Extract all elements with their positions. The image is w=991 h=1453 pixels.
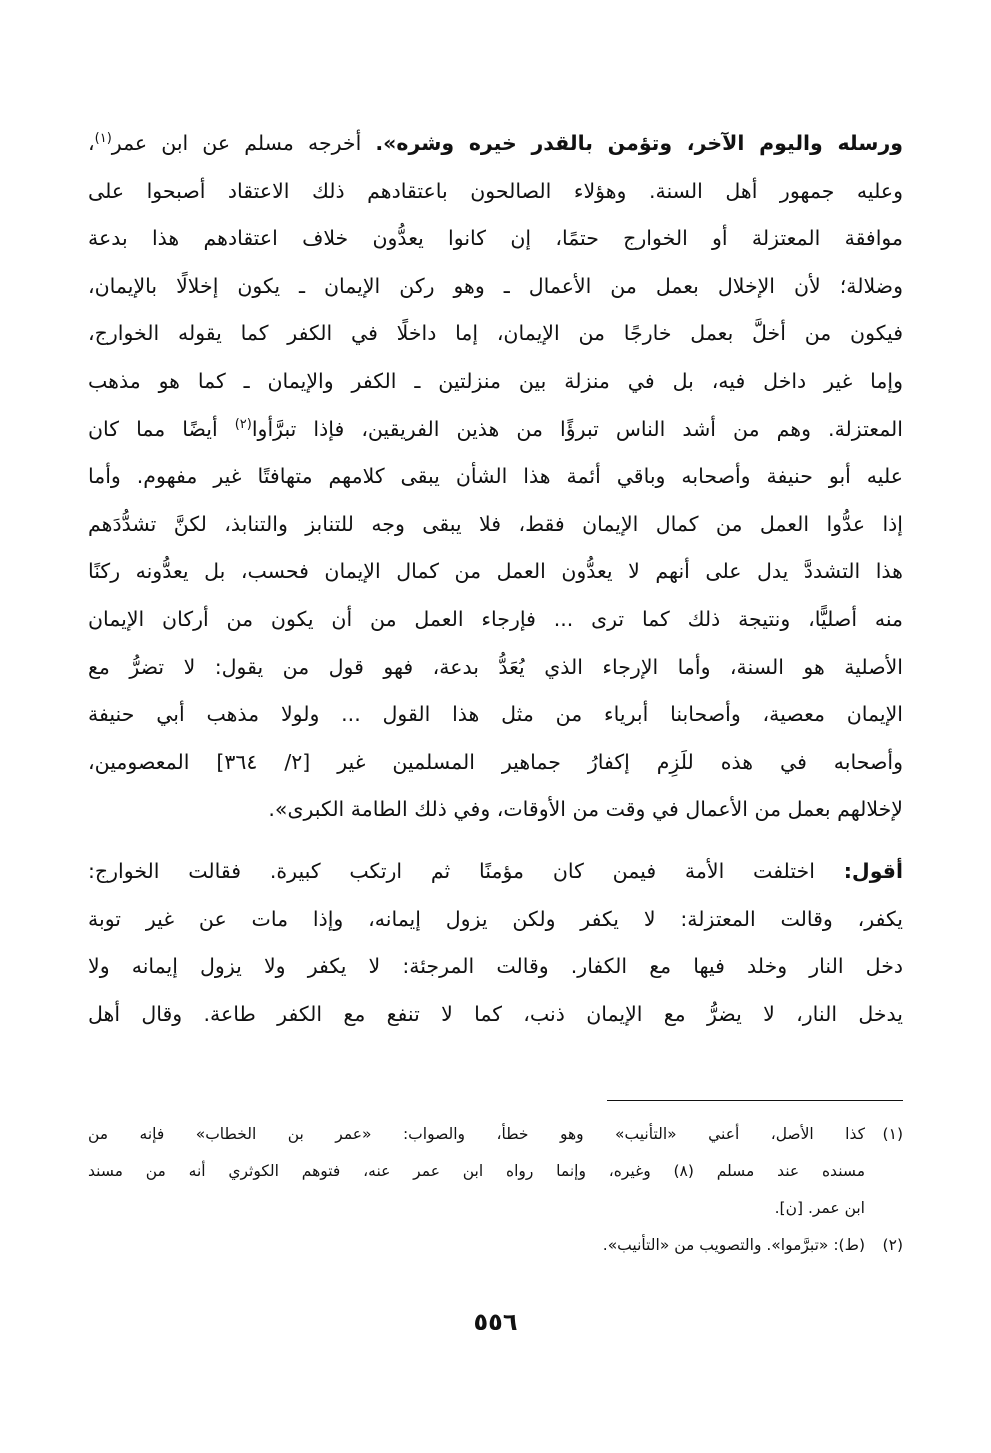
- text-line-12: الأصلية هو السنة، وأما الإرجاء الذي يُعَدُّ بدعة، فهو قول من يقول: لا تضرُّ مع: [88, 654, 903, 679]
- footnote-2-text: (ط): «تبرَّموا». والتصويب من «التأنيب».: [602, 1236, 865, 1254]
- text-segment: أخرجه مسلم عن ابن عمر: [111, 131, 376, 155]
- footnote-marker-2[interactable]: (٢): [234, 416, 252, 432]
- text-line-2: وعليه جمهور أهل السنة. وهؤلاء الصالحون باعتقادهم ذلك الاعتقاد أصبحوا على: [88, 178, 903, 203]
- text-line-1: [88, 120, 903, 168]
- text-line-9: إذا عدُّوا العمل من كمال الإيمان فقط، فلا يبقى وجه للتنابز والتنابذ، لكنَّ تشدُّدَهم: [88, 511, 903, 536]
- footnote-1-line-2: مسنده عند مسلم (٨) وغيره، وإنما رواه ابن عمر عنه، فتوهم الكوثري أنه من مسند: [88, 1162, 866, 1180]
- text-line-11: منه أصليًّا، ونتيجة ذلك كما ترى ... فإرجاء العمل من أن يكون من أركان الإيمان: [88, 606, 903, 631]
- text-line-10: هذا التشددَّ يدل على أنهم لا يعدُّون العمل من كمال الإيمان فحسب، بل يعدُّونه ركنًا: [88, 559, 903, 584]
- aqul-heading: أقول:: [843, 858, 903, 883]
- text-line-17: يكفر، وقالت المعتزلة: لا يكفر ولكن يزول إيمانه، وإذا مات عن غير توبة: [88, 906, 903, 931]
- page-number: ٥٥٦: [473, 1308, 518, 1336]
- text-line-16: [88, 848, 903, 896]
- text-line-7: [88, 406, 903, 454]
- text-line-13: الإيمان معصية، وأصحابنا أبرياء من مثل هذا القول ... ولولا مذهب أبي حنيفة: [88, 702, 903, 727]
- text-segment: المعتزلة. وهم من أشد الناس تبرؤًا من هذين الفريقين، فإذا تبرَّأوا: [251, 416, 903, 441]
- footnote-1-line-3: ابن عمر. [ن].: [774, 1199, 865, 1217]
- text-line-19: يدخل النار، لا يضرُّ مع الإيمان ذنب، كما لا تنفع مع الكفر طاعة. وقال أهل: [88, 1001, 903, 1026]
- footnote-1-line-1: [88, 1116, 903, 1153]
- footnote-2-number: (٢): [882, 1236, 903, 1254]
- footnote-2-line-1: [88, 1227, 903, 1264]
- text-line-3: موافقة المعتزلة أو الخوارج حتمًا، إن كانوا يعدُّون خلاف اعتقادهم هذا بدعة: [88, 226, 903, 251]
- footnote-1-number: (١): [882, 1125, 903, 1143]
- text-line-6: وإما غير داخل فيه، بل في منزلة بين منزلتين ـ الكفر والإيمان ـ كما هو مذهب: [88, 368, 903, 393]
- text-segment: أيضًا مما كان: [88, 416, 235, 441]
- main-text-block: [88, 120, 903, 1038]
- footnote-marker-1[interactable]: (١): [94, 131, 112, 147]
- footnote-separator: [607, 1100, 903, 1101]
- paragraph-gap: [88, 834, 903, 848]
- text-line-8: عليه أبو حنيفة وأصحابه وباقي أئمة هذا الشأن يبقى كلامهم متهافتًا غير مفهوم. وأما: [88, 464, 903, 489]
- text-segment: اختلفت الأمة فيمن كان مؤمنًا ثم ارتكب كبيرة. فقالت الخوارج:: [88, 858, 844, 883]
- text-line-14: وأصحابه في هذه للَزِم إكفارُ جماهير المسلمين غير [٢/ ٣٦٤] المعصومين،: [88, 749, 903, 774]
- text-line-5: فيكون من أخلَّ بعمل خارجًا من الإيمان، إما داخلًا في الكفر كما يقوله الخوارج،: [88, 321, 903, 346]
- text-segment: ،: [88, 131, 95, 155]
- text-line-18: دخل النار وخلد فيها مع الكفار. وقالت المرجئة: لا يكفر ولا يزول إيمانه ولا: [88, 954, 903, 979]
- footnote-1-text: كذا الأصل، أعني «التأنيب» وهو خطأ، والصواب: «عمر بن الخطاب» فإنه من: [88, 1125, 865, 1143]
- hadith-quote-end: ورسله واليوم الآخر، وتؤمن بالقدر خيره وشره».: [375, 131, 903, 155]
- text-line-4: وضلالة؛ لأن الإخلال بعمل من الأعمال ـ وهو ركن الإيمان ـ يكون إخلالًا بالإيمان،: [88, 273, 903, 298]
- footnotes-block: [88, 1116, 903, 1264]
- text-line-15: لإخلالهم بعمل من الأعمال في وقت من الأوقات، وفي ذلك الطامة الكبرى».: [268, 797, 903, 822]
